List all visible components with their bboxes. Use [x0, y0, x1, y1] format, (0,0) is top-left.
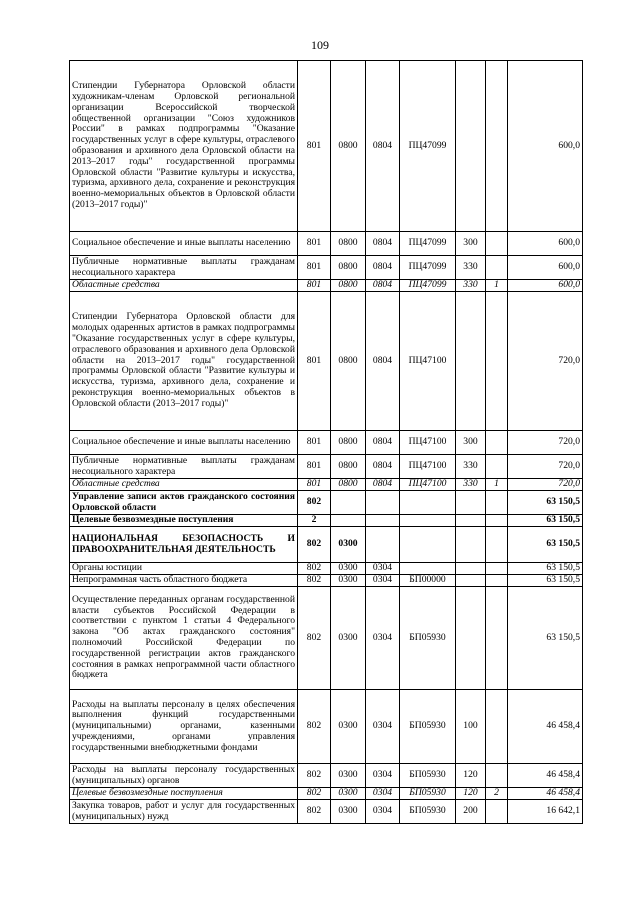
- row-name: Публичные нормативные выплаты гражданам несоциального характера: [70, 455, 298, 479]
- section-code: 0300: [331, 575, 366, 587]
- subsection-code: 0804: [366, 292, 400, 431]
- ministry-code: 801: [298, 61, 331, 232]
- row-name: Расходы на выплаты персоналу в целях обеспечения выполнения функций государственными (муниципальными) органами, казенными учреждениями, органами управления государственными внебюджетными фондами: [70, 690, 298, 764]
- amount: 720,0: [508, 292, 583, 431]
- section-code: [331, 515, 366, 527]
- table-row: [70, 455, 583, 479]
- target-item-code: ПЦ47100: [400, 292, 456, 431]
- source-code: [486, 232, 508, 256]
- target-item-code: БП00000: [400, 575, 456, 587]
- target-item-code: БП05930: [400, 587, 456, 690]
- subsection-code: 0804: [366, 232, 400, 256]
- target-item-code: БП05930: [400, 690, 456, 764]
- expense-type-code: [456, 292, 486, 431]
- source-code: [486, 431, 508, 455]
- expense-type-code: [456, 491, 486, 515]
- ministry-code: 801: [298, 256, 331, 280]
- ministry-code: 801: [298, 479, 331, 491]
- expense-type-code: 300: [456, 431, 486, 455]
- section-code: 0300: [331, 587, 366, 690]
- subsection-code: 0304: [366, 764, 400, 788]
- row-name: Закупка товаров, работ и услуг для государственных (муниципальных) нужд: [70, 800, 298, 824]
- row-name: Публичные нормативные выплаты гражданам несоциального характера: [70, 256, 298, 280]
- source-code: 1: [486, 479, 508, 491]
- source-code: [486, 455, 508, 479]
- ministry-code: 802: [298, 800, 331, 824]
- subsection-code: 0304: [366, 690, 400, 764]
- table-row: [70, 292, 583, 431]
- subsection-code: 0804: [366, 61, 400, 232]
- table-row: [70, 491, 583, 515]
- section-code: 0300: [331, 690, 366, 764]
- ministry-code: 802: [298, 788, 331, 800]
- section-code: 0300: [331, 800, 366, 824]
- expense-type-code: [456, 563, 486, 575]
- amount: 63 150,5: [508, 575, 583, 587]
- table-row: [70, 515, 583, 527]
- ministry-code: 801: [298, 232, 331, 256]
- section-code: [331, 491, 366, 515]
- source-code: [486, 575, 508, 587]
- target-item-code: ПЦ47100: [400, 455, 456, 479]
- row-name: Расходы на выплаты персоналу государственных (муниципальных) органов: [70, 764, 298, 788]
- row-name: Непрограммная часть областного бюджета: [70, 575, 298, 587]
- source-code: [486, 690, 508, 764]
- section-code: 0800: [331, 256, 366, 280]
- row-name: Социальное обеспечение и иные выплаты населению: [70, 431, 298, 455]
- source-code: [486, 61, 508, 232]
- table-row: [70, 587, 583, 690]
- amount: 46 458,4: [508, 764, 583, 788]
- section-code: 0800: [331, 455, 366, 479]
- expense-type-code: 330: [456, 256, 486, 280]
- table-row: [70, 800, 583, 824]
- target-item-code: БП05930: [400, 800, 456, 824]
- subsection-code: 0804: [366, 431, 400, 455]
- ministry-code: 802: [298, 491, 331, 515]
- page-number: 109: [311, 38, 329, 52]
- subsection-code: 0804: [366, 455, 400, 479]
- amount: 63 150,5: [508, 491, 583, 515]
- table-row: [70, 764, 583, 788]
- subsection-code: 0304: [366, 587, 400, 690]
- expense-type-code: 200: [456, 800, 486, 824]
- amount: 600,0: [508, 280, 583, 292]
- expense-type-code: 120: [456, 764, 486, 788]
- table-row: [70, 256, 583, 280]
- table-row: [70, 690, 583, 764]
- table-row: [70, 280, 583, 292]
- row-name: Осуществление переданных органам государственной власти субъектов Российской Федерации в соответствии с пунктом 1 статьи 4 Федерального закона "Об актах гражданского состояния" полномочий Российской Федерации по государственной регистрации актов гражданского состояния в рамках непрограммной части областного бюджета: [70, 587, 298, 690]
- row-name: Управление записи актов гражданского состояния Орловской области: [70, 491, 298, 515]
- budget-table: [69, 60, 583, 824]
- amount: 63 150,5: [508, 527, 583, 563]
- section-code: 0300: [331, 563, 366, 575]
- section-code: 0800: [331, 232, 366, 256]
- subsection-code: [366, 515, 400, 527]
- amount: 46 458,4: [508, 788, 583, 800]
- row-name: Областные средства: [70, 280, 298, 292]
- section-code: 0300: [331, 788, 366, 800]
- target-item-code: [400, 491, 456, 515]
- table-row: [70, 479, 583, 491]
- row-name: Областные средства: [70, 479, 298, 491]
- expense-type-code: [456, 575, 486, 587]
- target-item-code: БП05930: [400, 764, 456, 788]
- row-name: Стипендии Губернатора Орловской области художникам-членам Орловской региональной организации Всероссийской творческой общественной организации "Союз художников России" в рамках подпрограммы "Оказание государственных услуг в сфере культуры, отраслевого образования и архивного дела Орловской области на 2013–2017 годы" государственной программы Орловской области "Развитие культуры и искусства, туризма, архивного дела, сохранение и реконструкция военно-мемориальных объектов в Орловской области (2013–2017 годы)": [70, 61, 298, 232]
- amount: 720,0: [508, 431, 583, 455]
- ministry-code: 801: [298, 280, 331, 292]
- section-code: 0300: [331, 527, 366, 563]
- expense-type-code: [456, 61, 486, 232]
- expense-type-code: 100: [456, 690, 486, 764]
- source-code: [486, 527, 508, 563]
- ministry-code: 802: [298, 587, 331, 690]
- amount: 600,0: [508, 61, 583, 232]
- subsection-code: 0804: [366, 479, 400, 491]
- expense-type-code: [456, 515, 486, 527]
- section-code: 0800: [331, 292, 366, 431]
- source-code: [486, 256, 508, 280]
- ministry-code: 802: [298, 764, 331, 788]
- amount: 63 150,5: [508, 587, 583, 690]
- ministry-code: 801: [298, 292, 331, 431]
- section-code: 0800: [331, 431, 366, 455]
- subsection-code: 0304: [366, 563, 400, 575]
- target-item-code: ПЦ47100: [400, 479, 456, 491]
- section-code: 0800: [331, 280, 366, 292]
- source-code: [486, 292, 508, 431]
- row-name: Целевые безвозмездные поступления: [70, 788, 298, 800]
- row-name: Социальное обеспечение и иные выплаты населению: [70, 232, 298, 256]
- subsection-code: 0304: [366, 788, 400, 800]
- source-code: 1: [486, 280, 508, 292]
- amount: 720,0: [508, 455, 583, 479]
- target-item-code: ПЦ47099: [400, 232, 456, 256]
- subsection-code: 0304: [366, 575, 400, 587]
- ministry-code: 801: [298, 431, 331, 455]
- subsection-code: [366, 491, 400, 515]
- table-row: [70, 563, 583, 575]
- subsection-code: 0804: [366, 280, 400, 292]
- amount: 720,0: [508, 479, 583, 491]
- table-row: [70, 232, 583, 256]
- section-code: 0300: [331, 764, 366, 788]
- ministry-code: 801: [298, 455, 331, 479]
- table-row: [70, 575, 583, 587]
- target-item-code: [400, 563, 456, 575]
- row-name: Органы юстиции: [70, 563, 298, 575]
- row-name: НАЦИОНАЛЬНАЯ БЕЗОПАСНОСТЬ И ПРАВООХРАНИТЕЛЬНАЯ ДЕЯТЕЛЬНОСТЬ: [70, 527, 298, 563]
- amount: 600,0: [508, 232, 583, 256]
- amount: 16 642,1: [508, 800, 583, 824]
- expense-type-code: 300: [456, 232, 486, 256]
- target-item-code: ПЦ47099: [400, 256, 456, 280]
- source-code: [486, 800, 508, 824]
- subsection-code: 0304: [366, 800, 400, 824]
- subsection-code: [366, 527, 400, 563]
- expense-type-code: 330: [456, 280, 486, 292]
- source-code: 2: [486, 788, 508, 800]
- table-row: [70, 431, 583, 455]
- target-item-code: [400, 527, 456, 563]
- expense-type-code: 330: [456, 455, 486, 479]
- expense-type-code: [456, 527, 486, 563]
- row-name: Стипендии Губернатора Орловской области для молодых одаренных артистов в рамках подпрограммы "Оказание государственных услуг в сфере культуры, отраслевого образования и архивного дела Орловской области на 2013–2017 годы" государственной программы Орловской области "Развитие культуры и искусства, туризма, архивного дела, сохранение и реконструкция военно-мемориальных объектов в Орловской области (2013–2017 годы)": [70, 292, 298, 431]
- target-item-code: БП05930: [400, 788, 456, 800]
- expense-type-code: 330: [456, 479, 486, 491]
- amount: 46 458,4: [508, 690, 583, 764]
- ministry-code: 802: [298, 527, 331, 563]
- source-code: [486, 515, 508, 527]
- table-row: [70, 61, 583, 232]
- ministry-code: 802: [298, 575, 331, 587]
- ministry-code: 802: [298, 690, 331, 764]
- target-item-code: ПЦ47099: [400, 280, 456, 292]
- source-code: [486, 491, 508, 515]
- row-name: Целевые безвозмездные поступления: [70, 515, 298, 527]
- amount: 63 150,5: [508, 563, 583, 575]
- subsection-code: 0804: [366, 256, 400, 280]
- source-code: [486, 764, 508, 788]
- ministry-code: 802: [298, 563, 331, 575]
- section-code: 0800: [331, 479, 366, 491]
- section-code: 0800: [331, 61, 366, 232]
- source-code: [486, 563, 508, 575]
- target-item-code: ПЦ47099: [400, 61, 456, 232]
- table-row: [70, 527, 583, 563]
- target-item-code: [400, 515, 456, 527]
- expense-type-code: [456, 587, 486, 690]
- ministry-code: 2: [298, 515, 331, 527]
- table-row: [70, 788, 583, 800]
- amount: 63 150,5: [508, 515, 583, 527]
- amount: 600,0: [508, 256, 583, 280]
- expense-type-code: 120: [456, 788, 486, 800]
- source-code: [486, 587, 508, 690]
- target-item-code: ПЦ47100: [400, 431, 456, 455]
